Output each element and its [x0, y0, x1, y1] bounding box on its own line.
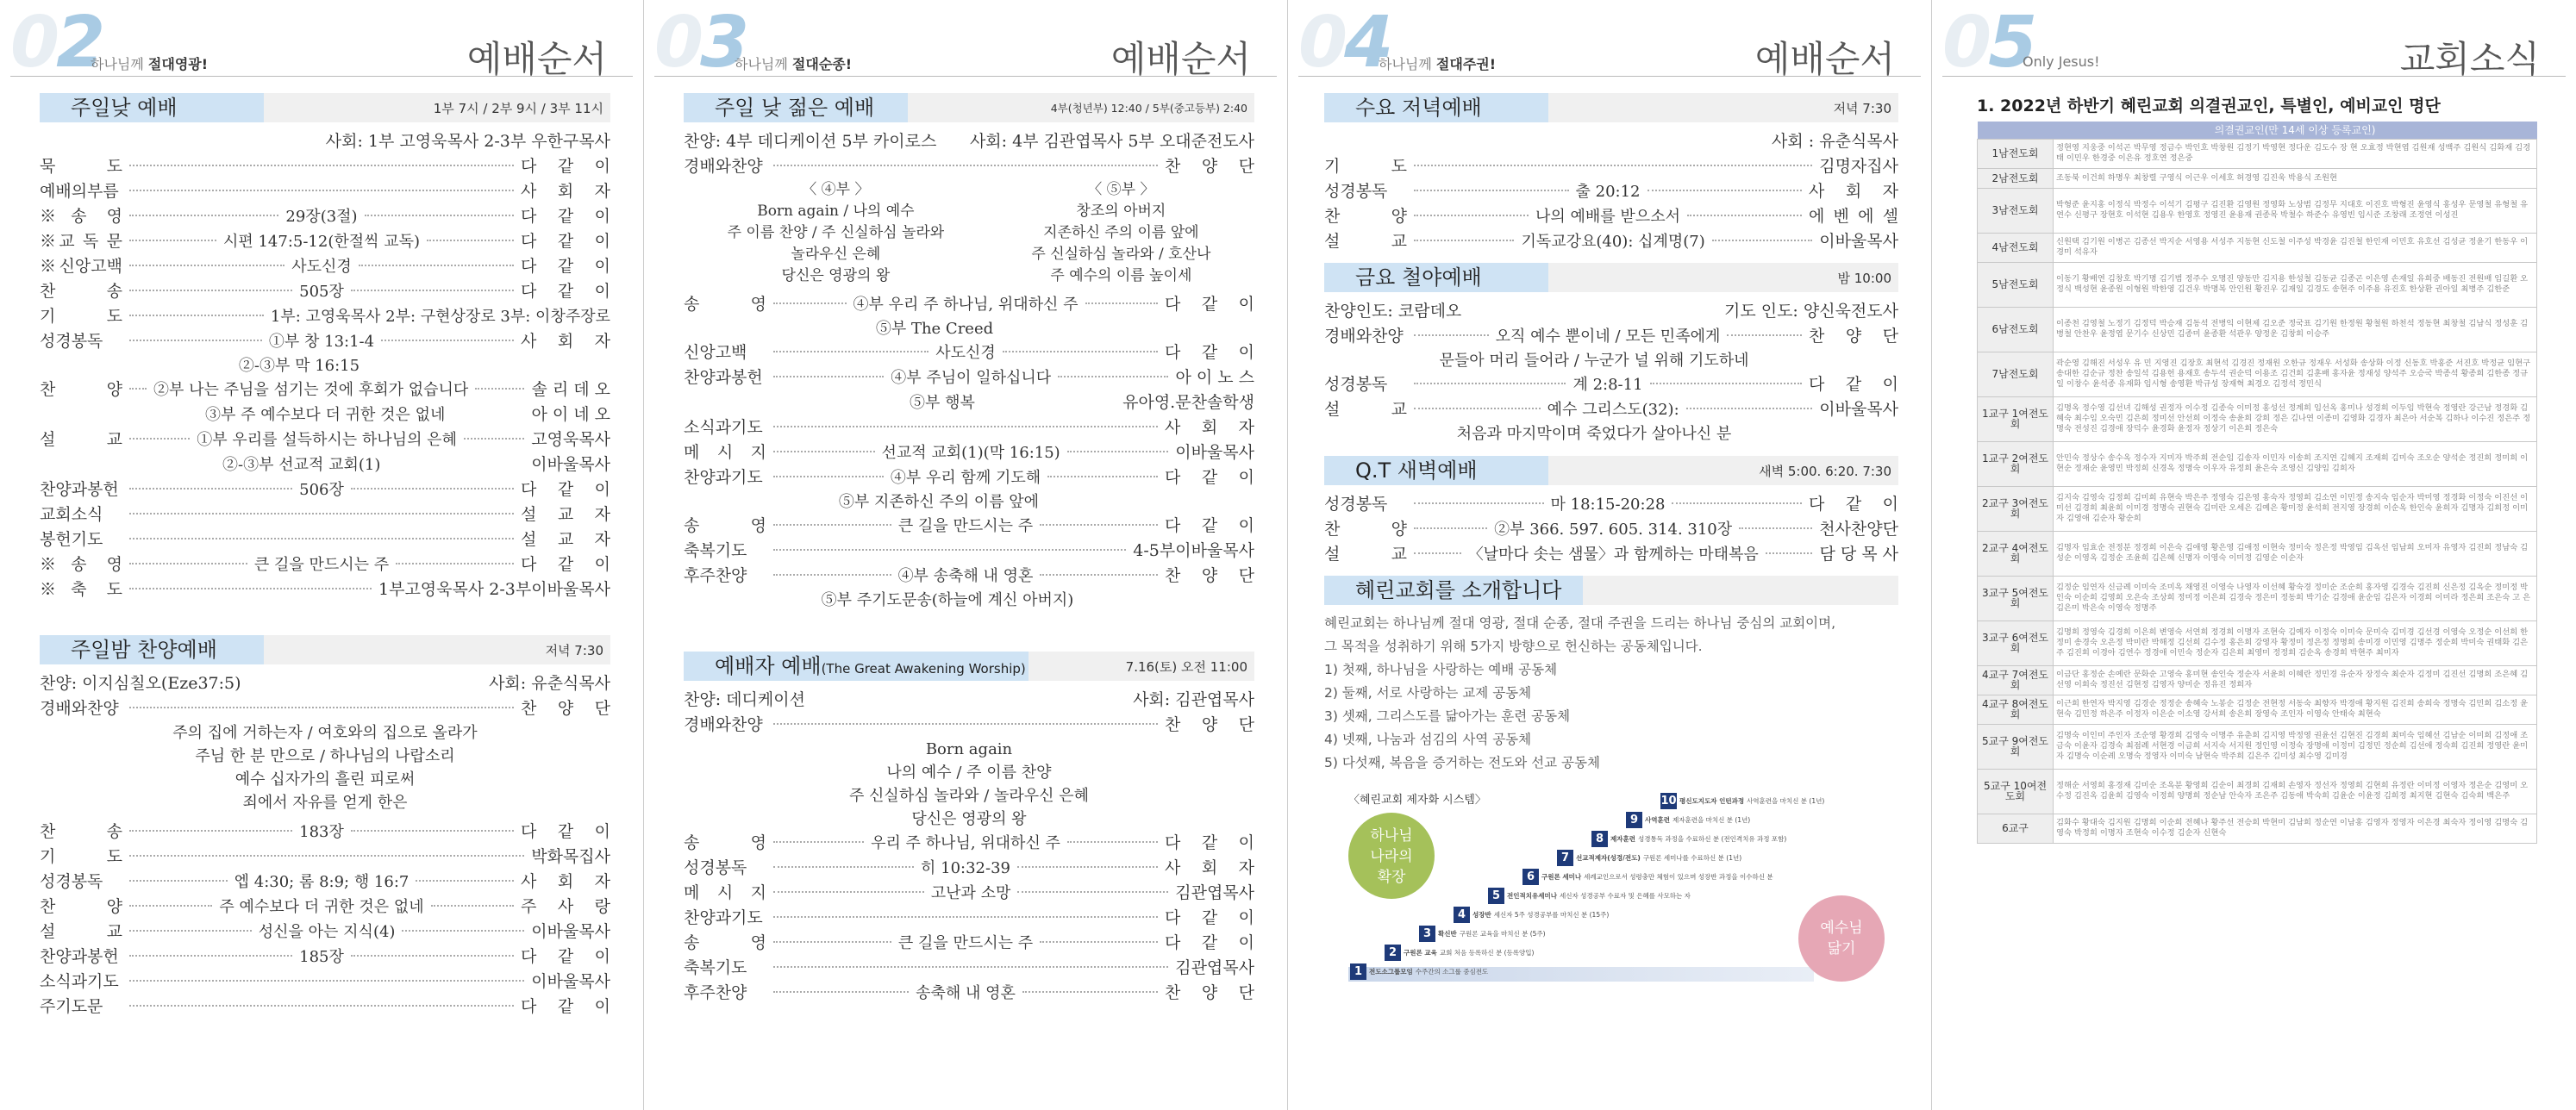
church-intro: 혜린교회는 하나님께 절대 영광, 절대 순종, 절대 주권을 드리는 하나님 중심의 교회이며, 그 목적을 성취하기 위해 5가지 방향으로 헌신하는 공동체입니다. 1) 첫째, 하나님을 사랑하는 예배 공동체 2) 둘째, 서로 사랑하는 교제 공동체 3) 셋째, 그리스도를 닮아가는 훈련 공동체 4) 넷째, 나눔과 섬김의 사역 공동체 5) 다섯째, 복음을 증거하는 전도와 선교 공동체 [1324, 615, 1836, 770]
step-5: 5 전인적치유세미나 세신자 성경공부 수료자 및 은혜를 사모하는 자 [1488, 887, 1691, 904]
page-02 [0, 0, 644, 1110]
section-title: Q.T 새벽예배 [1324, 456, 1548, 485]
order-row: ※신앙고백 사도신경 다 같 이 [40, 257, 610, 276]
order-row: 예배의부름 사 회 자 [40, 182, 610, 201]
section-leader: 찬양: 이지심칠오(Eze37:5) 사회: 유춘식목사 [40, 674, 610, 693]
order-row: 송 영 ④부 우리 주 하나님, 위대하신 주 다 같 이 [684, 295, 1254, 314]
order-row: 찬 양 나의 예배를 받으소서 에 벤 에 셀 [1324, 207, 1898, 226]
table-row [1978, 724, 2537, 769]
order-row: 성경봉독 엡 4:30; 롬 8:9; 행 16:7 사 회 자 [40, 872, 610, 891]
page-content [1977, 95, 2537, 844]
page-number: 04 [1298, 2, 1391, 84]
section-title: 예배자 예배(The Great Awakening Worship) [684, 652, 1029, 681]
step-6: 6 구원론 세미나 세례교인으로서 성령충만 체험이 있으며 성장반 과정을 이수하신 분 [1522, 868, 1773, 885]
table-row [1978, 620, 2537, 665]
order-row: 찬 양 ②부 나는 주님을 섬기는 것에 후회가 없습니다 솔 리 데 오 [40, 380, 610, 399]
order-row: 봉헌기도 설 교 자 [40, 530, 610, 549]
order-row: 설 교 ①부 우리를 설득하시는 하나님의 은혜 고영욱목사 [40, 430, 610, 449]
page-title: 예배순서 [1110, 38, 1251, 80]
section-time: 저녁 7:30 [1833, 100, 1891, 116]
member-names: 이근희 한연자 박지영 김경순 정정순 송혜숙 노봉순 김정순 전현정 서동숙 최향자 박경애 황지원 김진희 송희숙 정명숙 김민희 김소정 윤현숙 김민정 하은주 이정자 이은순 이소영 강서희 송은희 장영숙 조인자 이영숙 안태숙 최현숙 [2054, 695, 2537, 724]
order-row: 기 도 김명자집사 [1324, 157, 1898, 176]
group-name: 7남전도회 [1978, 352, 2054, 396]
section-leader: 찬양: 데디케이션 사회: 김관엽목사 [684, 690, 1254, 709]
step-7: 7 선교적제자(성경/전도) 구원론 세미나를 수료하신 분 (1년) [1557, 849, 1741, 866]
member-table [1977, 122, 2537, 844]
page-title: 교회소식 [2399, 38, 2540, 80]
section-title: 수요 저녁예배 [1324, 93, 1548, 122]
page-number: 02 [10, 2, 103, 84]
order-row: ※교 독 문 시편 147:5-12(한절씩 교독) 다 같 이 [40, 232, 611, 251]
group-name: 3교구 5여전도회 [1978, 576, 2054, 620]
page-tagline: 하나님께 절대영광! [91, 56, 209, 72]
section-leader: 찬양인도: 코람데오 기도 인도: 양신욱전도사 [1324, 302, 1898, 321]
member-names: 박형준 윤지홍 이정식 박정수 이석기 김평구 김진환 김영원 정영화 노상범 김정무 지대호 이진호 박형진 윤영식 홍성우 문영철 유형철 유연수 신평구 장현호 이석현 김용우 한영호 정영진 윤용재 권종목 박철수 하준수 유영빈 임시준 조창래 조정연 이성진 [2054, 188, 2537, 233]
group-name: 2남전도회 [1978, 168, 2054, 188]
section-header [684, 93, 1254, 122]
section-header [40, 93, 610, 122]
order-row: 설 교 기독교강요(40): 십계명(7) 이바울목사 [1324, 232, 1898, 251]
section-time: 7.16(토) 오전 11:00 [1125, 658, 1247, 675]
member-names: 이종천 김영철 노정기 김정덕 박승재 김동석 전병익 이현제 김오준 정국표 김기원 한정원 황철원 하천석 정동현 최창철 김남식 정성훈 김병철 안찬우 윤정엽 문기수 신상민 김종미 윤종환 석관우 양정운 김창희 이승주 [2054, 307, 2537, 352]
order-row: 축복기도 김관엽목사 [684, 958, 1254, 977]
header-divider [10, 76, 633, 77]
section-title: 주일밤 찬양예배 [40, 635, 264, 664]
order-row: 성경봉독 ①부 창 13:1-4 사 회 자 [40, 332, 610, 351]
section-title: 혜린교회를 소개합니다 [1324, 576, 1583, 605]
order-row: 경배와찬양 찬 양 단 [684, 157, 1254, 176]
section-time: 1부 7시 / 2부 9시 / 3부 11시 [433, 100, 603, 116]
lyric-line: 당신은 영광의 왕 [911, 810, 1027, 828]
member-names: 김화수 황대숙 김지원 김명희 이순희 전혜나 황주선 전승희 박현미 김남희 정순연 이남홍 김영자 정영자 이은경 최숙자 정이영 김명숙 김영숙 박정희 이명자 조현숙 이수정 김순자 신현숙 [2054, 814, 2537, 843]
order-row: 성경봉독 계 2:8-11 다 같 이 [1324, 375, 1899, 394]
order-continuation: ②-③부 막 16:15 [238, 357, 360, 375]
table-row [1978, 396, 2537, 441]
group-name: 5교구 10여전도회 [1978, 769, 2054, 814]
order-row: 경배와찬양 찬 양 단 [40, 699, 610, 718]
member-names: 김지숙 김영숙 김정희 김미희 유현숙 박은주 정영숙 김은영 홍숙자 정영희 김소연 이민정 송지숙 임순자 박미영 정경화 이정숙 이진선 이미선 김경희 최윤희 이미경 정명숙 권현숙 김미란 오세은 김예은 황미정 윤석희 전지영 장경희 이순옥 한인숙 윤희자 김명자 김희정 이미자 김영애 김순자 황순희 [2054, 486, 2537, 531]
order-row: 찬 양 ②부 366. 597. 605. 314. 310장 천사찬양단 [1324, 520, 1898, 539]
order-row: 후주찬양 송축해 내 영혼 찬 양 단 [684, 983, 1254, 1002]
order-row: 설 교 예수 그리스도(32): 이바울목사 [1324, 400, 1899, 419]
group-name: 1남전도회 [1978, 139, 2054, 168]
member-names: 이금단 홍정순 손예란 문화순 고영숙 홍미현 송인숙 정순자 서윤희 이혜란 정민경 유순자 장정숙 최순자 김정미 김진선 김명희 조은혜 김선영 이희숙 정진선 김현정 김영자 양미순 정유진 정희자 [2054, 665, 2537, 695]
step-8: 8 제자훈련 성경통독 과정을 수료하신 분 (전인격치유 과정 포함) [1591, 830, 1786, 847]
order-row: 송 영 큰 길을 만드시는 주 다 같 이 [684, 933, 1254, 952]
order-continuation: ⑤부 The Creed [875, 320, 994, 338]
order-row: 송 영 우리 주 하나님, 위대하신 주 다 같 이 [684, 833, 1255, 852]
section-leader: 찬양: 4부 데디케이션 5부 카이로스 사회: 4부 김관엽목사 5부 오대준전도사 [684, 132, 1254, 151]
page-content [1324, 90, 1898, 982]
order-row: 축복기도 4-5부이바울목사 [684, 541, 1254, 560]
order-continuation: 문들아 머리 들어라 / 누군가 널 위해 기도하네 [1439, 352, 1749, 370]
order-row: 소식과기도 사 회 자 [684, 418, 1254, 437]
page-title: 예배순서 [1754, 38, 1895, 80]
order-row: 송 영 큰 길을 만드시는 주 다 같 이 [684, 516, 1254, 535]
order-row: 교회소식 설 교 자 [40, 505, 610, 524]
group-name: 1교구 2여전도회 [1978, 441, 2054, 486]
order-row: 찬양과봉헌 506장 다 같 이 [40, 480, 610, 499]
table-row [1978, 665, 2537, 695]
group-name: 3교구 6여전도회 [1978, 620, 2054, 665]
group-name: 2교구 3여전도회 [1978, 486, 2054, 531]
order-row: 설 교 〈날마다 솟는 샘물〉과 함께하는 마태복음 담 당 목 사 [1324, 545, 1899, 564]
table-row [1978, 233, 2537, 262]
member-names: 곽순영 김해진 서성우 유 민 지영진 김장호 최현석 김경진 정재원 오한규 정재우 서성화 송상화 이정 신동호 박홍준 서진호 박정균 임현구 송대한 김순규 정찬 송일석 김용헌 용재호 송두석 권순덕 이용조 김건희 김훈배 홍자윤 정재성 양석주 오승국 박종석 황종희 김한종 정규일 이창수 윤석종 유재화 임시형 송영환 박규성 장재혁 최경오 김정석 정민식 [2054, 352, 2537, 396]
order-row: 주기도문 다 같 이 [40, 997, 610, 1016]
member-names: 이동기 황배연 김창호 박기명 김기범 정주수 오명진 양동만 김지용 한성철 김동균 김종곤 이은영 손재일 유희중 배동진 전원배 임길환 오정식 백성현 윤종원 이형원 박한영 김건우 박명복 안인원 황진우 김재일 김경도 송현주 이주용 유진호 한상환 권아일 최병주 김한준 [2054, 262, 2537, 307]
kingdom-expansion-circle: 하나님 나라의 확장 [1348, 813, 1435, 899]
section-time: 밤 10:00 [1837, 270, 1891, 286]
lyric-line: 주 신실하심 놀라와 / 놀라우신 은혜 [848, 787, 1090, 805]
order-row: 기 도 1부: 고영욱목사 2부: 구현상장로 3부: 이창주장로 [40, 307, 610, 326]
group-name: 3남전도회 [1978, 188, 2054, 233]
section-time: 4부(청년부) 12:40 / 5부(중고등부) 2:40 [1050, 102, 1247, 115]
page-05 [1932, 0, 2576, 1110]
order-row: ③부 주 예수보다 더 귀한 것은 없네 아 이 네 오 [205, 405, 610, 424]
table-row [1978, 188, 2537, 233]
order-row: ※송 영 큰 길을 만드시는 주 다 같 이 [40, 555, 610, 574]
news-title: 1. 2022년 하반기 혜린교회 의결권교인, 특별인, 예비교인 명단 [1977, 97, 2441, 115]
order-row: 성경봉독 히 10:32-39 사 회 자 [684, 858, 1255, 877]
order-row: 찬양과봉헌 185장 다 같 이 [40, 947, 610, 966]
page-tagline: 하나님께 절대순종! [735, 56, 853, 72]
table-row [1978, 695, 2537, 724]
order-row: ※송 영 29장(3절) 다 같 이 [40, 207, 610, 226]
section-header [1324, 263, 1898, 292]
group-name: 2교구 4여전도회 [1978, 531, 2054, 576]
step-10: 10 평신도지도자 인턴과정 사역훈련을 마치신 분 (1년) [1660, 794, 1825, 808]
praise-list-4bu: 〈 ④부 〉 Born again / 나의 예수 주 이름 찬양 / 주 신실하심 놀라와 놀라우신 은혜 당신은 영광의 왕 [727, 181, 945, 284]
page-04 [1288, 0, 1932, 1110]
diagram-label: 〈혜린교회 제자화 시스템〉 [1348, 794, 1486, 807]
lyric-line: Born again [925, 740, 1013, 758]
section-header [684, 652, 1254, 681]
order-row: 후주찬양 ④부 송축해 내 영혼 찬 양 단 [684, 566, 1255, 585]
step-9: 9 사역훈련 제자훈련을 마치신 분 (1년) [1626, 811, 1750, 828]
group-name: 4남전도회 [1978, 233, 2054, 262]
section-title: 주일낮 예배 [40, 93, 264, 122]
step-2: 2 구원론 교육 교회 처음 등록하신 분 (등록양입) [1385, 944, 1534, 961]
section-header [1324, 576, 1898, 605]
lyric-line: 나의 예수 / 주 이름 찬양 [886, 764, 1052, 782]
section-title: 금요 철야예배 [1324, 263, 1548, 292]
member-names: 안민숙 정상수 송수옥 정수자 지미자 박주희 전순임 김송자 이민자 이송희 조지연 김혜지 조재희 김미숙 조오순 양석순 정진희 정미희 이현순 정재순 윤영민 박정희 신경옥 정명숙 이우자 유정희 윤은숙 조영신 김양임 김희자 [2054, 441, 2537, 486]
table-row [1978, 168, 2537, 188]
lyric-line: 주님 한 분 만으로 / 하나님의 나랍소리 [195, 747, 455, 765]
order-row: 성경봉독 마 18:15-20:28 다 같 이 [1324, 495, 1899, 514]
section-leader: 사회: 1부 고영욱목사 2-3부 우한구목사 [325, 132, 610, 151]
group-name: 6남전도회 [1978, 307, 2054, 352]
step-1: 1 전도소그룹모임 수주간의 소그룹 중심전도 [1350, 963, 1488, 980]
order-row: 경배와찬양 찬 양 단 [684, 715, 1254, 734]
section-header [1324, 93, 1898, 122]
member-names: 신원택 김기원 이병곤 김종선 박지순 서영용 서성주 지동현 신도철 이주성 박경윤 김진철 한인재 이민호 유호선 김성균 정윤기 한동우 이경미 석유자 [2054, 233, 2537, 262]
table-row [1978, 262, 2537, 307]
member-names: 정해순 서영희 홍경재 김미순 조옥분 황영희 김순이 최경희 김재희 손영자 정선자 정영희 김현희 유정란 이미정 이영자 정은순 김영미 오수정 김진옥 김윤희 김영숙 이정희 양명희 정순남 안숙자 조은주 김동애 박숙희 김윤순 이윤정 김희정 최지현 김현숙 김숙희 백은주 [2054, 769, 2537, 814]
group-name: 4교구 8여전도회 [1978, 695, 2054, 724]
table-header: 의결권교인(만 14세 이상 등록교인) [2054, 122, 2537, 139]
order-row: 메 시 지 고난과 소망 김관엽목사 [684, 883, 1255, 902]
praise-list-5bu: 〈 ⑤부 〉 창조의 아버지 지존하신 주의 이름 앞에 주 신실하심 놀라와 / 호산나 주 예수의 이름 높이세 [1031, 181, 1211, 284]
section-header [1324, 456, 1898, 485]
section-time: 새벽 5:00. 6:20. 7:30 [1759, 463, 1891, 479]
header-divider [1942, 76, 2566, 77]
order-continuation: 처음과 마지막이며 죽었다가 살아나신 분 [1456, 425, 1732, 443]
order-row: 찬 양 주 예수보다 더 귀한 것은 없네 주 사 랑 [40, 897, 611, 916]
member-names: 김명자 임효순 전정분 정경희 이은숙 김애영 황은영 김애정 이현숙 정미숙 정은정 박영임 김옥선 임남희 오미자 유영자 김진희 정남숙 김성순 이영옥 김정순 조윤희 김은혜 신명자 이영숙 이미정 김영순 이순자 [2054, 531, 2537, 576]
order-row: ⑤부 행복 유아영.문찬솔학생 [910, 393, 1254, 412]
order-row: 묵 도 다 같 이 [40, 157, 610, 176]
lyric-line: 예수 십자가의 흘린 피로써 [234, 770, 416, 789]
order-row: ②-③부 선교적 교회(1) 이바울목사 [222, 455, 610, 474]
order-row: 찬 송 183장 다 같 이 [40, 822, 610, 841]
order-row: 기 도 박화목집사 [40, 847, 610, 866]
table-row [1978, 769, 2537, 814]
order-continuation: ⑤부 주기도문송(하늘에 계신 아버지) [821, 591, 1074, 609]
group-name: 5남전도회 [1978, 262, 2054, 307]
order-row: 찬양과봉헌 ④부 주님이 일하십니다 아 이 노 스 [684, 368, 1255, 387]
page-number: 03 [654, 2, 747, 84]
table-row [1978, 139, 2537, 168]
member-names: 조동북 이건희 하명우 최창렬 구영식 이근우 이세호 허경영 김진욱 박용식 조원현 [2054, 168, 2537, 188]
lyric-line: 주의 집에 거하는자 / 여호와의 집으로 올라가 [172, 724, 478, 742]
page-title: 예배순서 [466, 38, 607, 80]
group-name: 5교구 9여전도회 [1978, 724, 2054, 769]
order-continuation: ⑤부 지존하신 주의 이름 앞에 [838, 493, 1040, 511]
section-time: 저녁 7:30 [545, 642, 603, 658]
member-names: 김명옥 정수영 김선녀 김해성 권정자 이수정 김종숙 이미정 홍성선 정계희 임선옥 홍미나 성경희 이두임 박현숙 정영란 강근남 정경화 김혜숙 최수임 오숙민 김은희 정미선 안선희 이정숙 송윤희 강희 정은 김나연 이종미 김영화 김경자 최은아 서순복 김하나 이수진 정은주 정명숙 전성진 김경애 장덕수 윤경화 윤정자 정상기 이은희 정은숙 [2054, 396, 2537, 441]
step-4: 4 성장반 세신자 5주 성경공부를 마치신 분 (15주) [1454, 906, 1609, 923]
step-3: 3 확신반 구원론 교육을 마치신 분 (5주) [1419, 925, 1546, 942]
table-row [1978, 531, 2537, 576]
group-name: 1교구 1여전도회 [1978, 396, 2054, 441]
group-name: 4교구 7여전도회 [1978, 665, 2054, 695]
order-row: 찬양과기도 다 같 이 [684, 908, 1254, 927]
section-header [40, 635, 610, 664]
table-row [1978, 486, 2537, 531]
lyric-line: 죄에서 자유를 얻게 한은 [242, 794, 408, 812]
page-number: 05 [1942, 2, 2035, 84]
member-names: 정현영 지웅중 이석곤 박무영 정금수 박인호 박창원 김정기 박영현 정다운 김도수 장 현 오효정 박현엽 김원재 성백주 김원식 김화재 김경태 이민우 한경중 이은유 정호연 정은중 [2054, 139, 2537, 168]
order-row: 신앙고백 사도신경 다 같 이 [684, 343, 1254, 362]
page-tagline: Only Jesus! [2023, 53, 2100, 70]
praise-song-list [684, 179, 1254, 287]
order-row: 소식과기도 이바울목사 [40, 972, 610, 991]
section-leader: 사회 : 유춘식목사 [1772, 132, 1898, 151]
page-tagline: 하나님께 절대주권! [1379, 56, 1497, 72]
page-content [40, 90, 610, 1020]
order-row: 설 교 성신을 아는 지식(4) 이바울목사 [40, 922, 610, 941]
header-divider [654, 76, 1277, 77]
table-row [1978, 352, 2537, 396]
order-row: 찬 송 505장 다 같 이 [40, 282, 610, 301]
member-names: 김명희 정영숙 김경희 이은희 변영숙 서연희 정경희 이명자 조현숙 김예자 이정숙 이미숙 문미숙 김미경 김선경 이영숙 오정순 이선희 한정미 송경숙 오은정 박미란 박해정 김선희 김수정 홍은희 강영자 황정미 정은정 정명희 송미경 이민영 김명주 정순희 박미숙 권태화 김은주 김진희 이경아 김연수 정경애 이민숙 정순자 김은희 최영미 정정희 김순옥 송경희 박현주 최미자 [2054, 620, 2537, 665]
christlikeness-circle: 예수님 닮기 [1798, 895, 1885, 982]
member-names: 김명숙 이인미 주인자 조순영 황경희 김영숙 이명주 유춘희 김지영 박정영 권윤선 김현진 김경희 최미숙 임혜선 김남순 이미희 김정애 조금숙 이윤자 김경숙 최점례 서현경 이금희 서지숙 서지원 정인영 이정숙 장명애 이정미 김정민 정순희 김선애 정숙희 김진희 정영란 윤미자 김명숙 이순례 오명숙 정영자 이미숙 남현숙 박주희 김은주 김미성 최수영 김미경 [2054, 724, 2537, 769]
table-row [1978, 576, 2537, 620]
table-row [1978, 441, 2537, 486]
order-row: 성경봉독 출 20:12 사 회 자 [1324, 182, 1899, 201]
page-03 [644, 0, 1288, 1110]
order-row: 경배와찬양 오직 예수 뿐이네 / 모든 민족에게 찬 양 단 [1324, 327, 1898, 346]
page-content [684, 90, 1254, 1006]
table-row [1978, 307, 2537, 352]
discipleship-diagram [1324, 783, 1898, 982]
member-names: 김정순 임연자 신금례 이미숙 조미옥 채영진 이영숙 나영자 이선혜 황숙경 정미순 조순희 홍자영 김경숙 김진희 신은정 김옥순 정미정 박인숙 이순희 김영희 오은숙 조상희 정미정 이은희 김경숙 정은미 정동희 박기순 김경애 윤순임 김은자 이경희 이미라 정은희 조은숙 고 은 김은미 박은숙 이영숙 정명주 [2054, 576, 2537, 620]
order-row: 메 시 지 선교적 교회(1)(막 16:15) 이바울목사 [684, 443, 1254, 462]
header-divider [1298, 76, 1921, 77]
order-row: ※축 도 1부고영욱목사 2-3부이바울목사 [40, 580, 610, 599]
order-row: 찬양과기도 ④부 우리 함께 기도해 다 같 이 [684, 468, 1254, 487]
group-name: 6교구 [1978, 814, 2054, 843]
section-title: 주일 낮 젊은 예배 [684, 93, 908, 122]
table-row [1978, 814, 2537, 843]
